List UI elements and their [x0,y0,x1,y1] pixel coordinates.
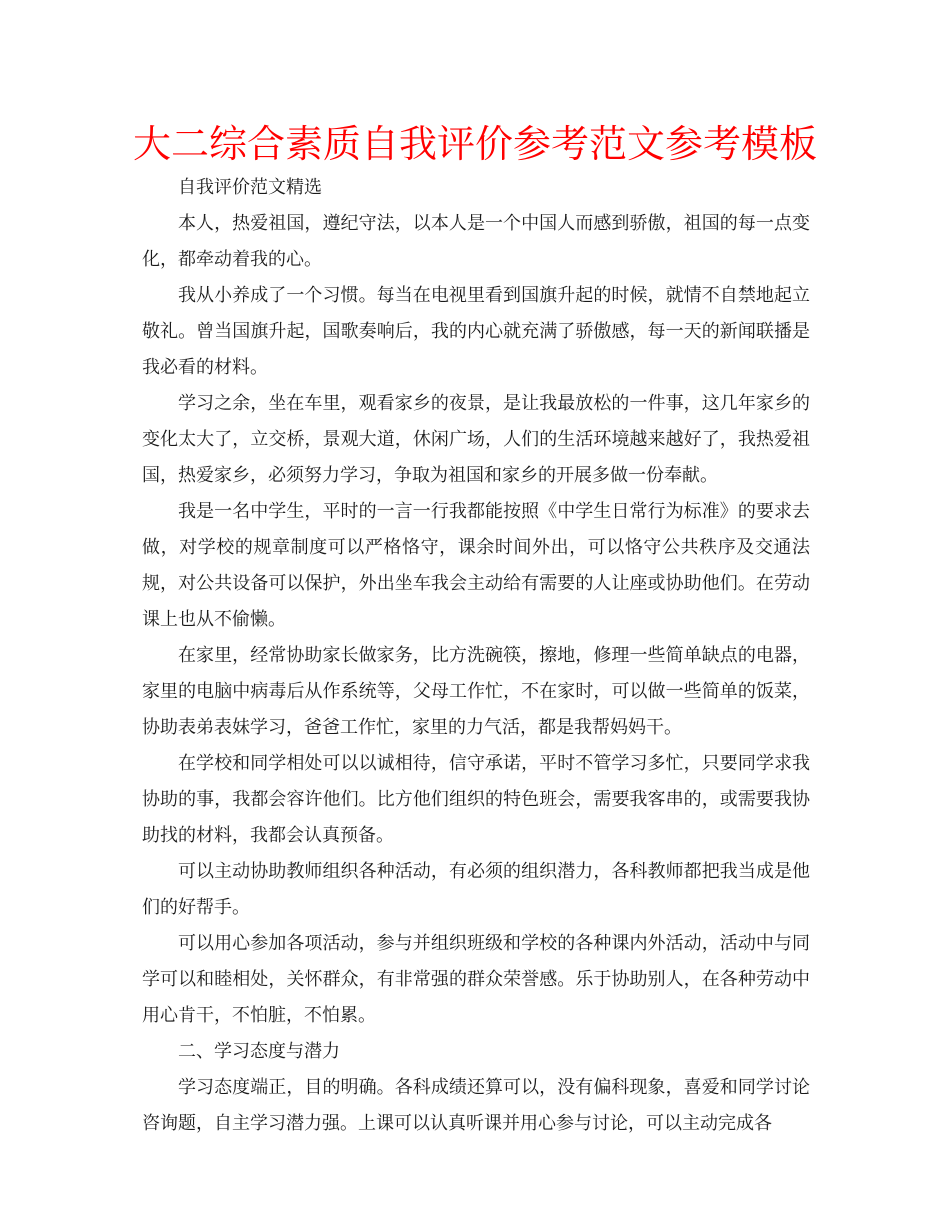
paragraph: 学习态度端正，目的明确。各科成绩还算可以，没有偏科现象，喜爱和同学讨论咨询题，自主学习潜力强。上课可以认真听课并用心参与讨论，可以主动完成各 [142,1077,810,1134]
document-body [142,170,810,1142]
paragraph: 可以主动协助教师组织各种活动，有必须的组织潜力，各科教师都把我当成是他们的好帮手。 [142,861,810,918]
paragraph: 可以用心参加各项活动，参与并组织班级和学校的各种课内外活动，活动中与同学可以和睦相处，关怀群众，有非常强的群众荣誉感。乐于协助别人，在各种劳动中用心肯干，不怕脏，不怕累。 [142,933,810,1026]
paragraph: 学习之余，坐在车里，观看家乡的夜景，是让我最放松的一件事，这几年家乡的变化太大了，立交桥，景观大道，休闲广场，人们的生活环境越来越好了，我热爱祖国，热爱家乡，必须努力学习，争取为祖国和家乡的开展多做一份奉献。 [142,393,810,486]
paragraph: 我从小养成了一个习惯。每当在电视里看到国旗升起的时候，就情不自禁地起立敬礼。曾当国旗升起，国歌奏响后，我的内心就充满了骄傲感，每一天的新闻联播是我必看的材料。 [142,285,810,378]
section-heading: 二、学习态度与潜力 [178,1041,340,1062]
paragraph: 我是一名中学生，平时的一言一行我都能按照《中学生日常行为标准》的要求去做，对学校的规章制度可以严格恪守，课余时间外出，可以恪守公共秩序及交通法规，对公共设备可以保护，外出坐车我会主动给有需要的人让座或协助他们。在劳动课上也从不偷懒。 [142,501,810,630]
document-title: 大二综合素质自我评价参考范文参考模板 [132,122,817,166]
paragraph-subtitle: 自我评价范文精选 [178,177,322,198]
paragraph: 在家里，经常协助家长做家务，比方洗碗筷，擦地，修理一些简单缺点的电器，家里的电脑中病毒后从作系统等，父母工作忙，不在家时，可以做一些简单的饭菜，协助表弟表妹学习，爸爸工作忙，家里的力气活，都是我帮妈妈干。 [142,645,810,738]
paragraph: 本人，热爱祖国，遵纪守法，以本人是一个中国人而感到骄傲，祖国的每一点变化，都牵动着我的心。 [142,213,810,270]
paragraph: 在学校和同学相处可以以诚相待，信守承诺，平时不管学习多忙，只要同学求我协助的事，我都会容许他们。比方他们组织的特色班会，需要我客串的，或需要我协助找的材料，我都会认真预备。 [142,753,810,846]
